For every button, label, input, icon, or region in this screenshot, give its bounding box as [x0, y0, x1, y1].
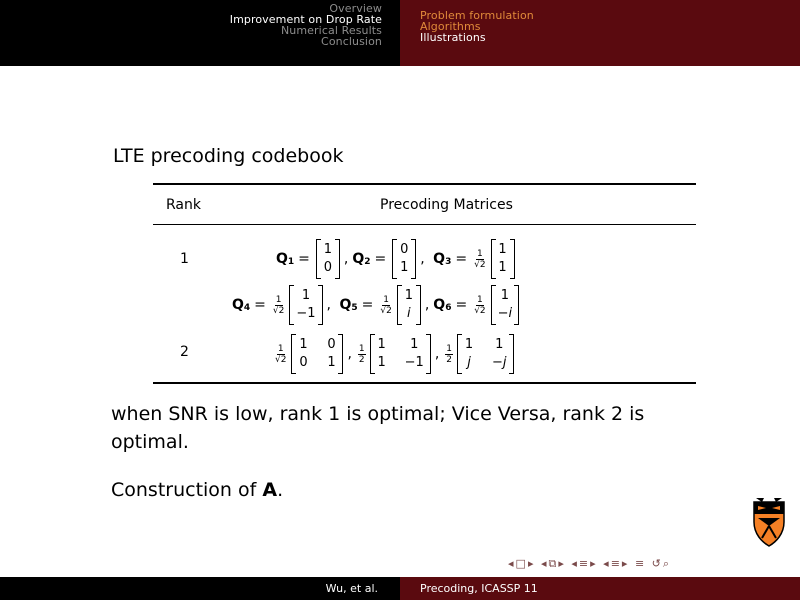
q4-matrix: 1 −1 [289, 285, 322, 325]
nav-section-improvement[interactable]: Improvement on Drop Rate [229, 13, 382, 26]
nav-toc-icon[interactable]: ≡ [634, 557, 647, 570]
nav-section-overview[interactable]: Overview [329, 2, 382, 15]
r2m2-scale: $\frac{1}{2}$ [358, 343, 365, 365]
table-header-rule [153, 224, 696, 225]
q5-scale: $\frac{1}{√2}$ [380, 294, 392, 316]
table-header-precoding: Precoding Matrices [380, 197, 513, 213]
r2m1-scale: $\frac{1}{√2}$ [275, 343, 287, 365]
nav-subsection-prev-icon[interactable]: ◂ [540, 557, 549, 570]
nav-doc-icon[interactable]: ≡ [610, 557, 622, 570]
footer-talk-title: Precoding, ICASSP 11 [420, 582, 538, 595]
rank1-matrices-line1: Q $_1$ = 1 0 , Q $_2$ = 0 1 , Q $_3$ = $\frac{1}{√2}$ 1 1 [276, 236, 517, 282]
nav-frame-prev-icon[interactable]: ◂ [508, 557, 516, 570]
q6-symbol: Q $_6$ [433, 297, 452, 313]
construction-text: Construction of A. [111, 479, 284, 501]
q2-matrix: 0 1 [392, 239, 416, 279]
rank2-matrix-3: 1 1 j −j [457, 334, 514, 374]
nav-section-prev-icon[interactable]: ◂ [571, 557, 579, 570]
nav-frame-next-icon[interactable]: ▸ [527, 557, 536, 570]
rank2-matrix-1: 1 0 0 1 [291, 334, 343, 374]
q6-matrix: 1 −i [491, 285, 520, 325]
q2-symbol: Q $_2$ [352, 251, 371, 267]
subsection-list [420, 10, 534, 43]
r2m3-scale: $\frac{1}{2}$ [446, 343, 453, 365]
table-header-rank: Rank [166, 197, 201, 213]
rank-1-label: 1 [180, 251, 189, 267]
rank-2-label: 2 [180, 344, 189, 360]
q4-symbol: Q $_4$ [232, 297, 251, 313]
nav-section-next-icon[interactable]: ▸ [590, 557, 598, 570]
q3-matrix: 1 1 [491, 239, 515, 279]
nav-back-icon[interactable]: ↺ [651, 557, 663, 570]
nav-subsection-illustrations[interactable]: Illustrations [420, 31, 486, 44]
table-bottom-rule [153, 382, 696, 384]
q3-scale: $\frac{1}{√2}$ [474, 248, 486, 270]
nav-doc-prev-icon[interactable]: ◂ [603, 557, 611, 570]
slide-title: LTE precoding codebook [113, 145, 344, 167]
section-list [230, 3, 382, 47]
q6-scale: $\frac{1}{√2}$ [474, 294, 486, 316]
q5-matrix: 1 i [397, 285, 421, 325]
rank1-matrices-line2: Q $_4$ = $\frac{1}{√2}$ 1 −1 , Q $_5$ = $\frac{1}{√2}$ 1 i , Q $_6$ = $\frac{1}{√2}$ 1 −i [232, 282, 521, 328]
nav-search-icon[interactable]: ⌕ [662, 557, 672, 570]
q5-symbol: Q $_5$ [339, 297, 358, 313]
nav-frame-icon[interactable]: □ [515, 557, 528, 570]
q4-scale: $\frac{1}{√2}$ [272, 294, 285, 316]
nav-subsection-next-icon[interactable]: ▸ [558, 557, 566, 570]
nav-subsection-icon[interactable]: ⧉ [548, 557, 559, 570]
beamer-navigation-bar [508, 557, 671, 571]
nav-section-icon[interactable]: ≡ [578, 557, 591, 570]
q1-symbol: Q $_1$ [276, 251, 295, 267]
footer-author: Wu, et al. [325, 582, 378, 595]
rank2-matrices-line: $\frac{1}{√2}$ 1 0 0 1 , $\frac{1}{2}$ 1 1 1 −1 , $\frac{1}{2}$ 1 1 j −j [272, 330, 516, 378]
nav-doc-next-icon[interactable]: ▸ [621, 557, 630, 570]
nav-section-numerical-results[interactable]: Numerical Results [280, 24, 382, 37]
nav-section-conclusion[interactable]: Conclusion [321, 35, 382, 48]
rank-note-line2: optimal. [111, 431, 189, 453]
header-subsection-nav [400, 0, 800, 66]
nav-subsection-problem[interactable]: Problem formulation [420, 9, 534, 22]
footer-title-bar [400, 577, 800, 600]
header-section-nav [0, 0, 400, 66]
nav-subsection-algorithms[interactable]: Algorithms [420, 20, 481, 33]
rank2-matrix-2: 1 1 1 −1 [370, 334, 431, 374]
princeton-shield-icon [750, 496, 788, 548]
q3-symbol: Q $_3$ [433, 251, 452, 267]
table-top-rule [153, 183, 696, 185]
footer-author-bar [0, 577, 400, 600]
q1-matrix: 1 0 [316, 239, 340, 279]
rank-note-line1: when SNR is low, rank 1 is optimal; Vice Versa, rank 2 is [111, 403, 645, 425]
